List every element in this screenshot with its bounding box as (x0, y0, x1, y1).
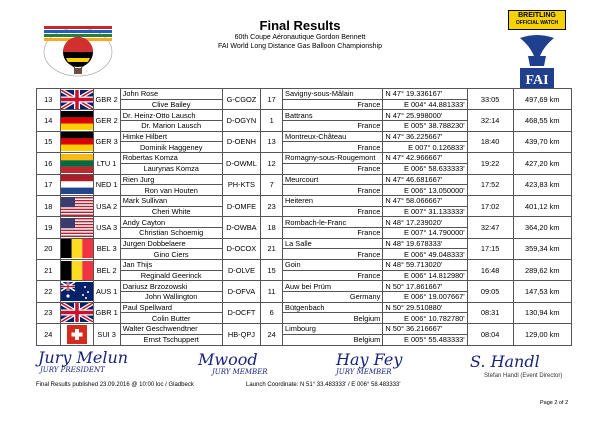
longitude: E 006° 58.633333' (383, 163, 467, 174)
pilot-name: Walter Geschwendtner (120, 324, 222, 335)
longitude: E 007° 31.133333' (383, 206, 467, 217)
result-row (37, 174, 572, 185)
flight-time: 08:31 (467, 302, 513, 323)
longitude: E 006° 19.007667' (383, 292, 467, 303)
longitude: E 006° 49.048333' (383, 249, 467, 260)
copilot-name: Reginald Geerinck (120, 270, 222, 281)
result-row (37, 302, 572, 313)
event-director-caption: Stefan Handl (Event Director) (484, 373, 563, 379)
team-code: GBR 1 (93, 302, 120, 323)
landing-country: France (283, 206, 383, 217)
result-row (37, 110, 572, 121)
landing-place: Savigny-sous-Mâlain (283, 89, 383, 100)
subtitle-line-2: FAI World Long Distance Gas Balloon Championship (217, 43, 383, 50)
latitude: N 47° 46.681667' (383, 174, 467, 185)
jury-member-2-signature: Hay Fey (336, 350, 403, 369)
landing-place: Montreux-Château (283, 131, 383, 142)
flight-time: 19:22 (467, 153, 513, 174)
flight-time: 32:47 (467, 217, 513, 238)
launch-number: 13 (261, 131, 283, 152)
landing-country: Belgium (283, 313, 383, 324)
distance: 129,00 km (513, 324, 571, 345)
distance: 468,55 km (513, 110, 571, 131)
rank: 16 (37, 153, 61, 174)
team-code: USA 2 (93, 195, 120, 216)
balloon-registration: D-OMFE (222, 195, 261, 216)
pilot-name: John Rose (120, 89, 222, 100)
landing-place: Auw bei Prüm (283, 281, 383, 292)
latitude: N 48° 17.239020' (383, 217, 467, 228)
subtitle-line-1: 60th Coupe Aéronautique Gordon Bennett (234, 34, 366, 41)
flight-time: 32:14 (467, 110, 513, 131)
team-code: SUI 3 (93, 324, 120, 345)
latitude: N 47° 25.998000' (383, 110, 467, 121)
rank: 21 (37, 260, 61, 281)
flag-bel-icon (60, 260, 93, 281)
sponsor-tagline: OFFICIAL WATCH (515, 20, 559, 26)
latitude: N 47° 19.336167' (383, 89, 467, 100)
landing-place: Heiteren (283, 195, 383, 206)
landing-country: France (283, 142, 383, 153)
distance: 147,53 km (513, 281, 571, 302)
team-code: LTU 1 (93, 153, 120, 174)
balloon-registration: D-OCFT (222, 302, 261, 323)
latitude: N 47° 36.225667' (383, 131, 467, 142)
latitude: N 50° 29.510880' (383, 302, 467, 313)
balloon-registration: D-OENH (222, 131, 261, 152)
launch-number: 17 (261, 89, 283, 110)
copilot-name: John Wallington (120, 292, 222, 303)
flag-sui-icon (60, 324, 93, 345)
landing-country: Belgium (283, 334, 383, 345)
flight-time: 17:02 (467, 195, 513, 216)
rank: 15 (37, 131, 61, 152)
copilot-name: Laurynas Komza (120, 163, 222, 174)
landing-place: Battrans (283, 110, 383, 121)
jury-member-1-signature: Mwood (198, 350, 258, 369)
jury-president-caption: JURY PRESIDENT (40, 366, 105, 374)
flag-bel-icon (60, 238, 93, 259)
landing-place: Goin (283, 260, 383, 271)
copilot-name: Cheri White (120, 206, 222, 217)
rank: 18 (37, 195, 61, 216)
longitude: E 006° 13.050000' (383, 185, 467, 196)
balloon-registration: D-OWML (222, 153, 261, 174)
pilot-name: Dr. Heinz-Otto Lausch (120, 110, 222, 121)
event-director-signature: S. Handl (470, 352, 540, 371)
result-row (37, 153, 572, 164)
published-note: Final Results published 23.09.2016 @ 10:00 loc / Gladbeck (36, 382, 194, 388)
flight-time: 08:04 (467, 324, 513, 345)
landing-country: France (283, 249, 383, 260)
launch-number: 23 (261, 195, 283, 216)
team-code: AUS 1 (93, 281, 120, 302)
result-row (37, 217, 572, 228)
landing-place: Meurcourt (283, 174, 383, 185)
copilot-name: Ernst Tschuppert (120, 334, 222, 345)
landing-country: France (283, 99, 383, 110)
distance: 423,83 km (513, 174, 571, 195)
launch-number: 15 (261, 260, 283, 281)
launch-number: 1 (261, 110, 283, 131)
flight-time: 17:52 (467, 174, 513, 195)
launch-number: 11 (261, 281, 283, 302)
rank: 22 (37, 281, 61, 302)
launch-number: 24 (261, 324, 283, 345)
longitude: E 007° 14.790000' (383, 227, 467, 238)
flag-usa-icon (60, 195, 93, 216)
rank: 24 (37, 324, 61, 345)
balloon-registration: D-OWBA (222, 217, 261, 238)
longitude: E 004° 44.881333' (383, 99, 467, 110)
page-title: Final Results (259, 18, 341, 33)
pilot-name: Robertas Komza (120, 153, 222, 164)
distance: 439,70 km (513, 131, 571, 152)
flight-time: 18:40 (467, 131, 513, 152)
flag-ltu-icon (60, 153, 93, 174)
distance: 401,12 km (513, 195, 571, 216)
pilot-name: Jan Thijs (120, 260, 222, 271)
result-row (37, 260, 572, 271)
pilot-name: Mark Sullivan (120, 195, 222, 206)
landing-place: Bütgenbach (283, 302, 383, 313)
launch-number: 6 (261, 302, 283, 323)
longitude: E 005° 55.483333' (383, 334, 467, 345)
event-logo (42, 22, 114, 86)
page-number: Page 2 of 2 (540, 400, 569, 406)
pilot-name: Dariusz Brzozowski (120, 281, 222, 292)
latitude: N 48° 19.678333' (383, 238, 467, 249)
copilot-name: Ron van Houten (120, 185, 222, 196)
result-row (37, 89, 572, 100)
landing-country: France (283, 227, 383, 238)
distance: 359,34 km (513, 238, 571, 259)
team-code: GER 2 (93, 110, 120, 131)
result-row (37, 238, 572, 249)
jury-member-1-caption: JURY MEMBER (212, 368, 268, 376)
landing-place: Limbourg (283, 324, 383, 335)
breitling-logo (508, 10, 566, 30)
results-table (36, 88, 572, 346)
latitude: N 50° 17.861667' (383, 281, 467, 292)
pilot-name: Rien Jurg (120, 174, 222, 185)
balloon-registration: D-OCOX (222, 238, 261, 259)
sponsor-name: BREITLING (518, 12, 556, 19)
flag-ger-icon (60, 110, 93, 131)
flag-aus-icon (60, 281, 93, 302)
launch-number: 18 (261, 217, 283, 238)
copilot-name: Dr. Marion Lausch (120, 121, 222, 132)
page-header (150, 18, 450, 51)
balloon-registration: G-CGOZ (222, 89, 261, 110)
jury-president-signature: Jury Melun (38, 348, 129, 367)
flight-time: 17:15 (467, 238, 513, 259)
copilot-name: Clive Bailey (120, 99, 222, 110)
result-row (37, 195, 572, 206)
rank: 19 (37, 217, 61, 238)
pilot-name: Himke Hilbert (120, 131, 222, 142)
pilot-name: Paul Spellward (120, 302, 222, 313)
launch-number: 7 (261, 174, 283, 195)
rank: 13 (37, 89, 61, 110)
flag-gbr-icon (60, 89, 93, 110)
pilot-name: Andy Cayton (120, 217, 222, 228)
pilot-name: Jurgen Dobbelaere (120, 238, 222, 249)
longitude: E 006° 10.782780' (383, 313, 467, 324)
balloon-registration: D-OFVA (222, 281, 261, 302)
landing-country: Germany (283, 292, 383, 303)
launch-coordinate: Launch Coordinate: N 51° 33.483333' / E 006° 58.483333' (246, 382, 401, 388)
flight-time: 09:05 (467, 281, 513, 302)
flag-ger-icon (60, 131, 93, 152)
copilot-name: Gino Ciers (120, 249, 222, 260)
distance: 289,62 km (513, 260, 571, 281)
result-row (37, 281, 572, 292)
latitude: N 47° 42.966667' (383, 153, 467, 164)
landing-place: Romagny-sous-Rougemont (283, 153, 383, 164)
flight-time: 16:48 (467, 260, 513, 281)
rank: 23 (37, 302, 61, 323)
launch-number: 12 (261, 153, 283, 174)
landing-country: France (283, 121, 383, 132)
landing-country: France (283, 185, 383, 196)
rank: 14 (37, 110, 61, 131)
landing-country: France (283, 163, 383, 174)
copilot-name: Dominik Haggeney (120, 142, 222, 153)
distance: 497,69 km (513, 89, 571, 110)
team-code: GBR 2 (93, 89, 120, 110)
latitude: N 50° 36.216667' (383, 324, 467, 335)
longitude: E 005° 38.788230' (383, 121, 467, 132)
copilot-name: Christian Schoemig (120, 227, 222, 238)
copilot-name: Colin Butter (120, 313, 222, 324)
distance: 130,94 km (513, 302, 571, 323)
landing-place: La Salle (283, 238, 383, 249)
rank: 20 (37, 238, 61, 259)
landing-country: France (283, 270, 383, 281)
flag-gbr-icon (60, 302, 93, 323)
latitude: N 48° 59.713020' (383, 260, 467, 271)
balloon-registration: D-OGYN (222, 110, 261, 131)
rank: 17 (37, 174, 61, 195)
team-code: BEL 2 (93, 260, 120, 281)
result-row (37, 131, 572, 142)
distance: 364,20 km (513, 217, 571, 238)
flag-usa-icon (60, 217, 93, 238)
landing-place: Rombach-le-Franc (283, 217, 383, 228)
jury-member-2-caption: JURY MEMBER (336, 368, 392, 376)
team-code: BEL 3 (93, 238, 120, 259)
balloon-registration: D-OLVE (222, 260, 261, 281)
longitude: E 006° 14.812980' (383, 270, 467, 281)
flight-time: 33:05 (467, 89, 513, 110)
distance: 427,20 km (513, 153, 571, 174)
team-code: NED 1 (93, 174, 120, 195)
balloon-registration: PH-KTS (222, 174, 261, 195)
fai-logo-text: FAI (525, 73, 549, 88)
latitude: N 47° 58.066667' (383, 195, 467, 206)
fai-eagle-logo (514, 32, 560, 90)
flag-ned-icon (60, 174, 93, 195)
result-row (37, 324, 572, 335)
longitude: E 007° 0.126833' (383, 142, 467, 153)
team-code: GER 3 (93, 131, 120, 152)
balloon-registration: HB-QPJ (222, 324, 261, 345)
team-code: USA 3 (93, 217, 120, 238)
launch-number: 21 (261, 238, 283, 259)
